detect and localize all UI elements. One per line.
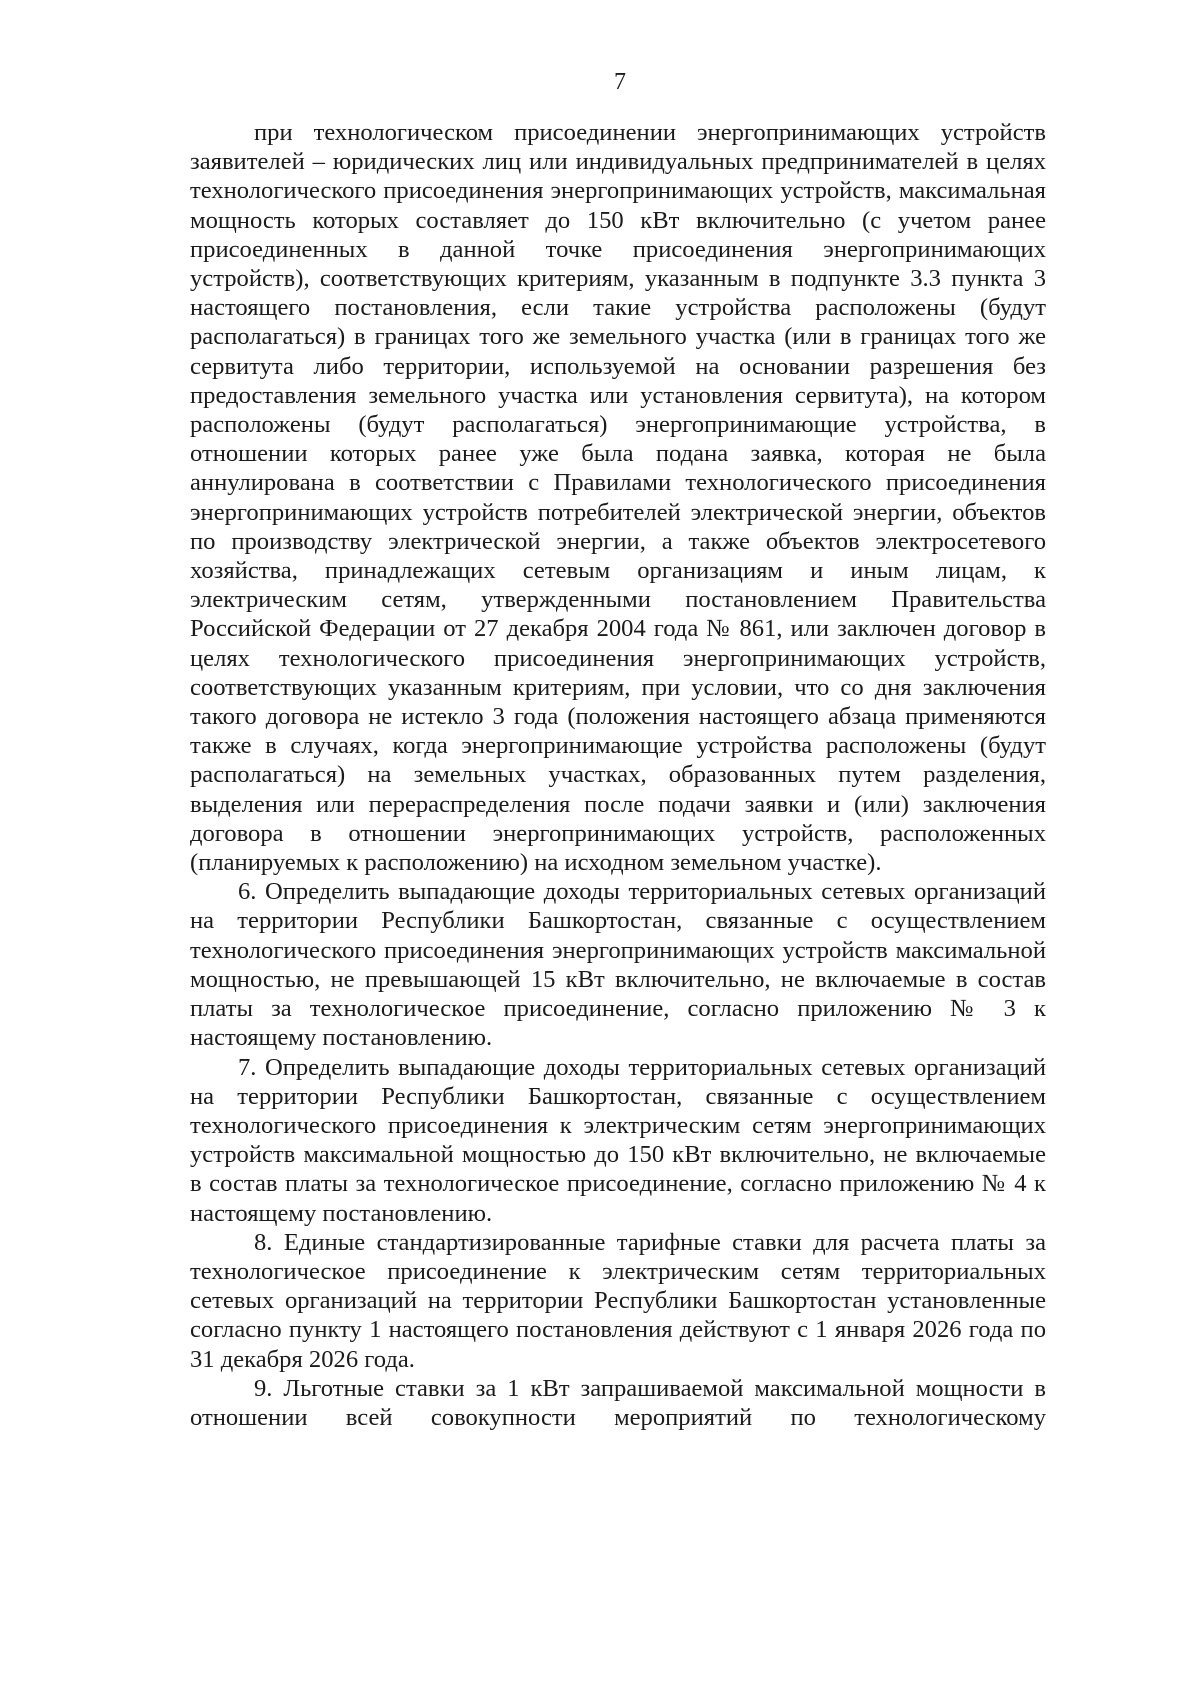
paragraph-item-8: 8. Единые стандартизированные тарифные ставки для расчета платы за технологическое присоединение к электрическим сетям территориальных сетевых организаций на территории Республики Башкортостан установленные согласно пункту 1 настоящего постановления действуют с 1 января 2026 года по 31 декабря 2026 года. <box>190 1228 1046 1373</box>
page-number: 7 <box>614 69 626 95</box>
paragraph-continuation: при технологическом присоединении энергопринимающих устройств заявителей – юридических лиц или индивидуальных предпринимателей в целях технологического присоединения энергопринимающих устройств, максимальная мощность которых составляет до 150 кВт включительно (с учетом ранее присоединенных в данной точке присоединения энергопринимающих устройств), соответствующих критериям, указанным в подпункте 3.3 пункта 3 настоящего постановления, если такие устройства расположены (будут располагаться) в границах того же земельного участка (или в границах того же сервитута либо территории, используемой на основании разрешения без предоставления земельного участка или установления сервитута), на котором расположены (будут располагаться) энергопринимающие устройства, в отношении которых ранее уже была подана заявка, которая не была аннулирована в соответствии с Правилами технологического присоединения энергопринимающих устройств потребителей электрической энергии, объектов по производству электрической энергии, а также объектов электросетевого хозяйства, принадлежащих сетевым организациям и иным лицам, к электрическим сетям, утвержденными постановлением Правительства Российской Федерации от 27 декабря 2004 года № 861, или заключен договор в целях технологического присоединения энергопринимающих устройств, соответствующих указанным критериям, при условии, что со дня заключения такого договора не истекло 3 года (положения настоящего абзаца применяются также в случаях, когда энергопринимающие устройства расположены (будут располагаться) на земельных участках, образованных путем разделения, выделения или перераспределения после подачи заявки и (или) заключения договора в отношении энергопринимающих устройств, расположенных (планируемых к расположению) на исходном земельном участке). <box>190 119 1046 877</box>
paragraph-item-6: 6. Определить выпадающие доходы территориальных сетевых организаций на территории Республики Башкортостан, связанные с осуществлением технологического присоединения энергопринимающих устройств максимальной мощностью, не превышающей 15 кВт включительно, не включаемые в состав платы за технологическое присоединение, согласно приложению № 3 к настоящему постановлению. <box>190 878 1046 1052</box>
document-body <box>190 118 1046 1432</box>
paragraph-item-9: 9. Льготные ставки за 1 кВт запрашиваемой максимальной мощности в отношении всей совокупности мероприятий по технологическому <box>190 1374 1046 1431</box>
paragraph-item-7: 7. Определить выпадающие доходы территориальных сетевых организаций на территории Республики Башкортостан, связанные с осуществлением технологического присоединения к электрическим сетям энергопринимающих устройств максимальной мощностью до 150 кВт включительно, не включаемые в состав платы за технологическое присоединение, согласно приложению № 4 к настоящему постановлению. <box>190 1053 1046 1227</box>
